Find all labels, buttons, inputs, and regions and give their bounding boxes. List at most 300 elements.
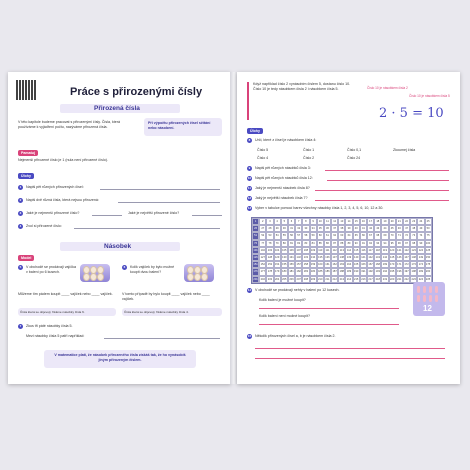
grid-cell[interactable]: 11 <box>324 218 331 225</box>
grid-cell[interactable]: 39 <box>345 225 352 232</box>
grid-cell[interactable]: 25 <box>425 218 432 225</box>
grid-cell[interactable]: 64 <box>345 232 352 239</box>
grid-cell[interactable]: 124 <box>417 247 424 254</box>
grid-cell[interactable]: 57 <box>295 232 302 239</box>
grid-cell[interactable]: 82 <box>295 240 302 247</box>
grid-cell[interactable]: 106 <box>288 247 295 254</box>
answer-line[interactable] <box>327 180 449 181</box>
exercise-number-4: 4 <box>19 224 22 228</box>
exercises-tag: Úlohy <box>18 173 34 179</box>
grid-cell[interactable]: 76 <box>252 240 259 247</box>
grid-cell[interactable]: 49 <box>417 225 424 232</box>
answer-line[interactable] <box>100 189 220 190</box>
grid-cell[interactable]: 197 <box>403 268 410 275</box>
grid-cell[interactable]: 63 <box>338 232 345 239</box>
grid-cell[interactable]: 84 <box>310 240 317 247</box>
grid-cell[interactable]: 2 <box>259 218 266 225</box>
grid-cell[interactable]: 19 <box>381 218 388 225</box>
grid-cell[interactable]: 12 <box>331 218 338 225</box>
grid-cell[interactable]: 154 <box>274 261 281 268</box>
grid-cell[interactable]: 134 <box>310 254 317 261</box>
grid-cell[interactable]: 179 <box>274 268 281 275</box>
grid-cell[interactable]: 30 <box>281 225 288 232</box>
grid-cell[interactable]: 122 <box>403 247 410 254</box>
grid-cell[interactable]: 128 <box>266 254 273 261</box>
grid-cell[interactable]: 34 <box>310 225 317 232</box>
grid-cell[interactable]: 194 <box>381 268 388 275</box>
grid-cell[interactable]: 70 <box>389 232 396 239</box>
grid-cell[interactable]: 16 <box>360 218 367 225</box>
grid-cell[interactable]: 111 <box>324 247 331 254</box>
grid-cell[interactable]: 22 <box>403 218 410 225</box>
callout-text: Při výpočtu přirozených čísel sčítání nebo násobení. <box>148 121 211 130</box>
grid-cell[interactable]: 171 <box>396 261 403 268</box>
grid-cell[interactable]: 185 <box>317 268 324 275</box>
answer-line[interactable] <box>259 308 399 309</box>
grid-cell[interactable]: 93 <box>374 240 381 247</box>
grid-cell[interactable]: 41 <box>360 225 367 232</box>
grid-cell[interactable]: 17 <box>367 218 374 225</box>
grid-cell[interactable]: 99 <box>417 240 424 247</box>
grid-cell[interactable]: 157 <box>295 261 302 268</box>
grid-cell[interactable]: 198 <box>410 268 417 275</box>
exercise-7b-text: Mezi násobky čísla 5 patří například: <box>26 334 85 338</box>
grid-cell[interactable]: 141 <box>360 254 367 261</box>
summary-text: V matematice platí, že násobek přirozeného čísla získáš tak, že ho vynásobíš jiným přirozeným číslem. <box>54 353 186 362</box>
grid-cell[interactable]: 151 <box>252 261 259 268</box>
grid-cell[interactable]: 7 <box>295 218 302 225</box>
grid-cell[interactable]: 94 <box>381 240 388 247</box>
grid-cell[interactable]: 5 <box>281 218 288 225</box>
grid-cell[interactable]: 87 <box>331 240 338 247</box>
grid-cell[interactable]: 221 <box>396 276 403 283</box>
grid-cell[interactable]: 158 <box>302 261 309 268</box>
grid-cell[interactable]: 208 <box>302 276 309 283</box>
exercise-7-text: Zkus tři páté násobky čísla 5. <box>26 324 73 328</box>
grid-cell[interactable]: 190 <box>353 268 360 275</box>
grid-cell[interactable]: 125 <box>425 247 432 254</box>
page-title: Práce s přirozenými čísly <box>70 86 203 98</box>
grid-cell[interactable]: 203 <box>266 276 273 283</box>
option-4[interactable]: Zkoumej čísla <box>393 148 416 152</box>
grid-cell[interactable]: 160 <box>317 261 324 268</box>
grid-cell[interactable]: 123 <box>410 247 417 254</box>
nails-count-label: 12 <box>423 304 432 313</box>
question-8a-text: Kolik balení je možné koupit? <box>259 298 306 302</box>
question-3-text: Napiš pět různých násobků čísla 12: <box>255 176 313 180</box>
grid-cell[interactable]: 3 <box>266 218 273 225</box>
section-title-natural-numbers: Přirozená čísla <box>94 105 140 112</box>
qr-code <box>16 80 36 100</box>
grid-cell[interactable]: 54 <box>274 232 281 239</box>
exercise-number-10: 10 <box>247 176 252 180</box>
grid-cell[interactable]: 217 <box>367 276 374 283</box>
grid-cell[interactable]: 135 <box>317 254 324 261</box>
grid-cell[interactable]: 79 <box>274 240 281 247</box>
grid-cell[interactable]: 169 <box>381 261 388 268</box>
grid-cell[interactable]: 1 <box>252 218 259 225</box>
grid-cell[interactable]: 15 <box>353 218 360 225</box>
grid-cell[interactable]: 110 <box>317 247 324 254</box>
grid-cell[interactable]: 115 <box>353 247 360 254</box>
grid-cell[interactable]: 101 <box>252 247 259 254</box>
grid-cell[interactable]: 77 <box>259 240 266 247</box>
exercise-number-6: 6 <box>123 265 126 269</box>
grid-cell[interactable]: 191 <box>360 268 367 275</box>
grid-cell[interactable]: 176 <box>252 268 259 275</box>
model-tag: Model <box>18 255 34 261</box>
grid-cell[interactable]: 138 <box>338 254 345 261</box>
answer-line[interactable] <box>74 228 220 229</box>
answer-line[interactable] <box>255 358 445 359</box>
grid-cell[interactable]: 148 <box>410 254 417 261</box>
grid-cell[interactable]: 52 <box>259 232 266 239</box>
grid-cell[interactable]: 51 <box>252 232 259 239</box>
grid-cell[interactable]: 130 <box>281 254 288 261</box>
grid-cell[interactable]: 58 <box>302 232 309 239</box>
grid-cell[interactable]: 173 <box>410 261 417 268</box>
grid-cell[interactable]: 47 <box>403 225 410 232</box>
exercise-number-14: 14 <box>247 288 252 292</box>
grid-cell[interactable]: 145 <box>389 254 396 261</box>
grid-cell[interactable]: 103 <box>266 247 273 254</box>
option-3[interactable]: Číslo 0,1 <box>347 148 362 152</box>
option-2[interactable]: Číslo 1 <box>303 148 315 152</box>
grid-cell[interactable]: 119 <box>381 247 388 254</box>
grid-cell[interactable]: 210 <box>317 276 324 283</box>
answer-line[interactable] <box>92 215 122 216</box>
grid-cell[interactable]: 188 <box>338 268 345 275</box>
grid-cell[interactable]: 88 <box>338 240 345 247</box>
grid-cell[interactable]: 43 <box>374 225 381 232</box>
grid-cell[interactable]: 211 <box>324 276 331 283</box>
grid-cell[interactable]: 165 <box>353 261 360 268</box>
grid-cell[interactable]: 96 <box>396 240 403 247</box>
grid-cell[interactable]: 202 <box>259 276 266 283</box>
grid-cell[interactable]: 26 <box>252 225 259 232</box>
question-8b-text: Kolik balení není možné koupit? <box>259 314 310 318</box>
grid-cell[interactable]: 113 <box>338 247 345 254</box>
grid-cell[interactable]: 37 <box>331 225 338 232</box>
left-page <box>8 72 231 384</box>
grid-cell[interactable]: 186 <box>324 268 331 275</box>
answer-line[interactable] <box>255 348 445 349</box>
exercise-number-3: 3 <box>19 211 22 215</box>
grid-cell[interactable]: 213 <box>338 276 345 283</box>
grid-cell[interactable]: 92 <box>367 240 374 247</box>
answer-line[interactable] <box>315 200 449 201</box>
grid-cell[interactable]: 4 <box>274 218 281 225</box>
grid-cell[interactable]: 67 <box>367 232 374 239</box>
grid-cell[interactable]: 201 <box>252 276 259 283</box>
eggs-problem-text: V obchodě se prodávají vajíčka v balení po 6 kusech. <box>26 265 76 274</box>
grid-cell[interactable]: 218 <box>374 276 381 283</box>
option-5[interactable]: Číslo 4 <box>257 156 269 160</box>
remember-text: Nejmenší přirozené číslo je 1 (nula není přirozené číslo). <box>18 158 108 162</box>
grid-cell[interactable]: 118 <box>374 247 381 254</box>
grid-cell[interactable]: 102 <box>259 247 266 254</box>
grid-cell[interactable]: 144 <box>381 254 388 261</box>
grid-cell[interactable]: 62 <box>331 232 338 239</box>
grid-cell[interactable]: 42 <box>367 225 374 232</box>
grid-cell[interactable]: 21 <box>396 218 403 225</box>
nails-package-image <box>413 282 445 316</box>
grid-cell[interactable]: 200 <box>425 268 432 275</box>
grid-cell[interactable]: 44 <box>381 225 388 232</box>
grid-cell[interactable]: 161 <box>324 261 331 268</box>
exercise-number-11: 11 <box>247 186 252 190</box>
grid-cell[interactable]: 146 <box>396 254 403 261</box>
grid-cell[interactable]: 204 <box>274 276 281 283</box>
grid-cell[interactable]: 129 <box>274 254 281 261</box>
grid-cell[interactable]: 192 <box>367 268 374 275</box>
grid-cell[interactable]: 127 <box>259 254 266 261</box>
grid-cell[interactable]: 78 <box>266 240 273 247</box>
grid-cell[interactable]: 140 <box>353 254 360 261</box>
grid-cell[interactable]: 8 <box>302 218 309 225</box>
grid-cell[interactable]: 150 <box>425 254 432 261</box>
grid-cell[interactable]: 108 <box>302 247 309 254</box>
section-title-multiple: Násobek <box>104 243 132 250</box>
exercise-4-text: Zvol si přirozené číslo: <box>26 224 62 228</box>
grid-cell[interactable]: 116 <box>360 247 367 254</box>
answer-line[interactable] <box>104 338 220 339</box>
question-1-text: Urči, které z čísel je násobkem čísla 4: <box>255 138 317 142</box>
intro-text: V této kapitole budeme pracovat s přirozenými čísly. Čísla, která používáme k vyjádření počtu, nazýváme přirozená čísla. <box>18 120 120 129</box>
grid-cell[interactable]: 136 <box>324 254 331 261</box>
grid-cell[interactable]: 80 <box>281 240 288 247</box>
grid-cell[interactable]: 195 <box>389 268 396 275</box>
exercise-number-7: 7 <box>19 324 22 328</box>
grid-cell[interactable]: 143 <box>374 254 381 261</box>
grid-cell[interactable]: 100 <box>425 240 432 247</box>
number-grid <box>251 217 433 284</box>
grid-cell[interactable]: 31 <box>288 225 295 232</box>
grid-cell[interactable]: 120 <box>389 247 396 254</box>
grid-cell[interactable]: 13 <box>338 218 345 225</box>
grid-cell[interactable]: 90 <box>353 240 360 247</box>
grid-cell[interactable]: 152 <box>259 261 266 268</box>
grid-cell[interactable]: 72 <box>403 232 410 239</box>
grid-cell[interactable]: 117 <box>367 247 374 254</box>
grid-cell[interactable]: 112 <box>331 247 338 254</box>
exercise-number-1: 1 <box>19 185 22 189</box>
exercises-tag: Úlohy <box>247 128 263 134</box>
question-9-text: Několik přirozených čísel a, b je násobkem čísla 2. <box>255 334 336 338</box>
grid-cell[interactable]: 168 <box>374 261 381 268</box>
exercise-3b-text: Jaké je největší přirozené číslo? <box>128 211 180 215</box>
grid-cell[interactable]: 69 <box>381 232 388 239</box>
answer-line[interactable] <box>192 215 222 216</box>
answer-line[interactable] <box>259 324 399 325</box>
grid-cell[interactable]: 29 <box>274 225 281 232</box>
grid-cell[interactable]: 32 <box>295 225 302 232</box>
grid-cell[interactable]: 27 <box>259 225 266 232</box>
grid-cell[interactable]: 73 <box>410 232 417 239</box>
grid-cell[interactable]: 189 <box>345 268 352 275</box>
grid-cell[interactable]: 83 <box>302 240 309 247</box>
remember-tag: Pamatuj <box>18 150 38 156</box>
grid-cell[interactable]: 153 <box>266 261 273 268</box>
grid-cell[interactable]: 68 <box>374 232 381 239</box>
grid-cell[interactable]: 89 <box>345 240 352 247</box>
grid-cell[interactable]: 33 <box>302 225 309 232</box>
grid-cell[interactable]: 163 <box>338 261 345 268</box>
grid-cell[interactable]: 121 <box>396 247 403 254</box>
grid-cell[interactable]: 23 <box>410 218 417 225</box>
grid-cell[interactable]: 38 <box>338 225 345 232</box>
grid-cell[interactable]: 55 <box>281 232 288 239</box>
grid-cell[interactable]: 59 <box>310 232 317 239</box>
grid-cell[interactable]: 81 <box>288 240 295 247</box>
question-8-text: V obchodě se prodávají nehty v balení po 12 kusech. <box>255 288 340 292</box>
eggs-answer-right: V tomto případě by bylo koupit ____ vajíček nebo ____ vajíček. <box>122 292 210 301</box>
grid-cell[interactable]: 6 <box>288 218 295 225</box>
grid-cell[interactable]: 66 <box>360 232 367 239</box>
grid-cell[interactable]: 139 <box>345 254 352 261</box>
grid-cell[interactable]: 105 <box>281 247 288 254</box>
exercise-number-2: 2 <box>19 198 22 202</box>
grid-cell[interactable]: 28 <box>266 225 273 232</box>
grid-cell[interactable]: 225 <box>425 276 432 283</box>
grid-cell[interactable]: 167 <box>367 261 374 268</box>
grid-cell[interactable]: 91 <box>360 240 367 247</box>
answer-line[interactable] <box>315 190 449 191</box>
grid-cell[interactable]: 149 <box>417 254 424 261</box>
exercise-3-text: Jaké je nejmenší přirozené číslo? <box>26 211 80 215</box>
grid-cell[interactable]: 36 <box>324 225 331 232</box>
grid-cell[interactable]: 183 <box>302 268 309 275</box>
grid-cell[interactable]: 155 <box>281 261 288 268</box>
grid-cell[interactable]: 137 <box>331 254 338 261</box>
grid-cell[interactable]: 109 <box>310 247 317 254</box>
grid-cell[interactable]: 172 <box>403 261 410 268</box>
exercise-2-text: Napiš dvě různá čísla, která nejsou přirozená: <box>26 198 99 202</box>
grid-cell[interactable]: 133 <box>302 254 309 261</box>
grid-cell[interactable]: 48 <box>410 225 417 232</box>
exercise-number-12: 12 <box>247 196 252 200</box>
grid-cell[interactable]: 56 <box>288 232 295 239</box>
grid-cell[interactable]: 75 <box>425 232 432 239</box>
grid-cell[interactable]: 206 <box>288 276 295 283</box>
grid-cell[interactable]: 166 <box>360 261 367 268</box>
answer-line[interactable] <box>118 202 220 203</box>
grid-cell[interactable]: 132 <box>295 254 302 261</box>
grid-cell[interactable]: 142 <box>367 254 374 261</box>
grid-cell[interactable]: 104 <box>274 247 281 254</box>
grid-cell[interactable]: 147 <box>403 254 410 261</box>
grid-cell[interactable]: 196 <box>396 268 403 275</box>
grid-cell[interactable]: 216 <box>360 276 367 283</box>
grid-cell[interactable]: 224 <box>417 276 424 283</box>
exercise-number-13: 13 <box>247 206 252 210</box>
hint-1-text: Čísla která se objevují, říkáme násobky čísla 6. <box>20 310 85 314</box>
grid-cell[interactable]: 215 <box>353 276 360 283</box>
grid-cell[interactable]: 53 <box>266 232 273 239</box>
grid-cell[interactable]: 95 <box>389 240 396 247</box>
grid-cell[interactable]: 180 <box>281 268 288 275</box>
grid-cell[interactable]: 60 <box>317 232 324 239</box>
multiplication-equation: 2 · 5 = 10 <box>379 106 444 121</box>
grid-cell[interactable]: 193 <box>374 268 381 275</box>
grid-cell[interactable]: 177 <box>259 268 266 275</box>
exercise-number-15: 15 <box>247 334 252 338</box>
grid-cell[interactable]: 219 <box>381 276 388 283</box>
grid-cell[interactable]: 223 <box>410 276 417 283</box>
grid-cell[interactable]: 35 <box>317 225 324 232</box>
grid-cell[interactable]: 174 <box>417 261 424 268</box>
grid-cell[interactable]: 222 <box>403 276 410 283</box>
grid-cell[interactable]: 45 <box>389 225 396 232</box>
grid-cell[interactable]: 114 <box>345 247 352 254</box>
grid-cell[interactable]: 50 <box>425 225 432 232</box>
top-explanation-text: Když například číslo 2 vynásobím číslem 5, dostanu číslo 10. Číslo 10 je tedy násobkem čísla 2 i násobkem čísla 5. <box>253 82 351 91</box>
grid-cell[interactable]: 61 <box>324 232 331 239</box>
option-6[interactable]: Číslo 2 <box>303 156 315 160</box>
grid-cell[interactable]: 164 <box>345 261 352 268</box>
grid-cell[interactable]: 24 <box>417 218 424 225</box>
grid-cell[interactable]: 131 <box>288 254 295 261</box>
grid-cell[interactable]: 209 <box>310 276 317 283</box>
grid-cell[interactable]: 181 <box>288 268 295 275</box>
grid-cell[interactable]: 10 <box>317 218 324 225</box>
grid-cell[interactable]: 71 <box>396 232 403 239</box>
grid-cell[interactable]: 98 <box>410 240 417 247</box>
grid-cell[interactable]: 212 <box>331 276 338 283</box>
grid-cell[interactable]: 159 <box>310 261 317 268</box>
eggs-problem-2-text: Kolik vajíček by bylo možné koupit dvou balení? <box>130 265 175 274</box>
exercise-number-9: 9 <box>248 166 251 170</box>
option-7[interactable]: Číslo 24 <box>347 156 361 160</box>
exercise-1-text: Napiš pět různých přirozených čísel: <box>26 185 84 189</box>
grid-cell[interactable]: 207 <box>295 276 302 283</box>
grid-cell[interactable]: 205 <box>281 276 288 283</box>
grid-cell[interactable]: 14 <box>345 218 352 225</box>
accent-bar <box>247 82 249 120</box>
grid-cell[interactable]: 199 <box>417 268 424 275</box>
grid-cell[interactable]: 46 <box>396 225 403 232</box>
question-7-text: Vyber v tabulce pomocí barev všechny násobky čísla 1, 2, 3, 4, 5, 6, 10, 12 a 30. <box>255 206 384 210</box>
grid-cell[interactable]: 187 <box>331 268 338 275</box>
grid-cell[interactable]: 40 <box>353 225 360 232</box>
grid-cell[interactable]: 85 <box>317 240 324 247</box>
exercise-number-8: 8 <box>248 138 251 142</box>
grid-cell[interactable]: 86 <box>324 240 331 247</box>
grid-cell[interactable]: 9 <box>310 218 317 225</box>
grid-cell[interactable]: 162 <box>331 261 338 268</box>
grid-cell[interactable]: 170 <box>389 261 396 268</box>
exercise-number-5: 5 <box>19 265 22 269</box>
grid-cell[interactable]: 178 <box>266 268 273 275</box>
grid-cell[interactable]: 214 <box>345 276 352 283</box>
grid-cell[interactable]: 107 <box>295 247 302 254</box>
grid-cell[interactable]: 175 <box>425 261 432 268</box>
grid-cell[interactable]: 220 <box>389 276 396 283</box>
grid-cell[interactable]: 97 <box>403 240 410 247</box>
grid-cell[interactable]: 20 <box>389 218 396 225</box>
grid-cell[interactable]: 182 <box>295 268 302 275</box>
option-1[interactable]: Číslo 5 <box>257 148 269 152</box>
answer-line[interactable] <box>325 170 449 171</box>
grid-cell[interactable]: 18 <box>374 218 381 225</box>
grid-cell[interactable]: 156 <box>288 261 295 268</box>
grid-cell[interactable]: 65 <box>353 232 360 239</box>
grid-cell[interactable]: 184 <box>310 268 317 275</box>
right-page <box>237 72 460 384</box>
grid-cell[interactable]: 74 <box>417 232 424 239</box>
grid-cell[interactable]: 126 <box>252 254 259 261</box>
question-4-text: Jaký je nejmenší násobek čísla 8? <box>255 186 310 190</box>
